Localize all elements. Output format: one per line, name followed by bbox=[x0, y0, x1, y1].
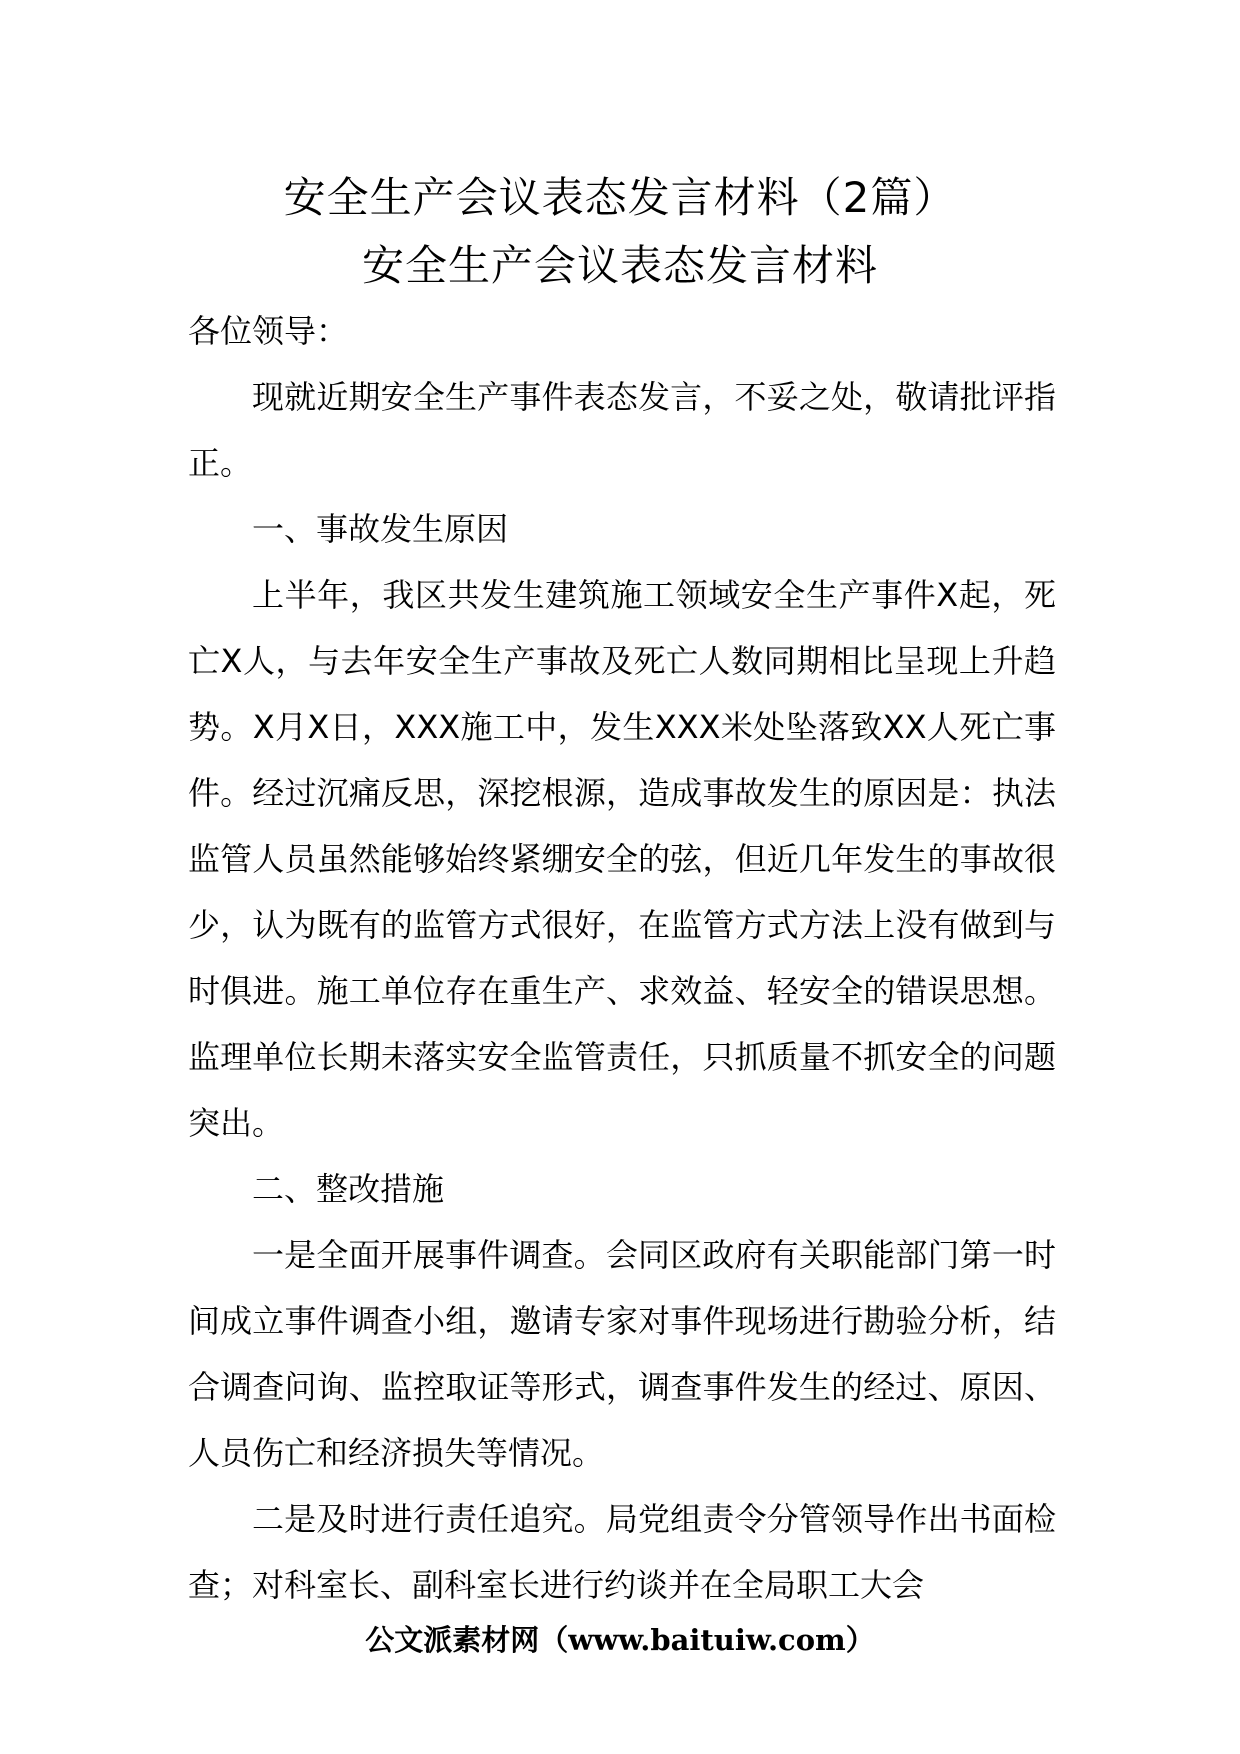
document-body bbox=[188, 298, 1056, 1618]
salutation: 各位领导： bbox=[188, 312, 349, 350]
paragraph-measure-investigation: 一是全面开展事件调查。会同区政府有关职能部门第一时间成立事件调查小组，邀请专家对事件现场进行勘验分析，结合调查问询、监控取证等形式，调查事件发生的经过、原因、人员伤亡和经济损失等情况。 bbox=[188, 1236, 1056, 1472]
section-heading-measures: 二、整改措施 bbox=[252, 1170, 445, 1208]
footer-watermark: 公文派素材网（www.baituiw.com） bbox=[365, 1623, 875, 1657]
section-heading-causes: 一、事故发生原因 bbox=[252, 510, 509, 548]
paragraph-measure-accountability: 二是及时进行责任追究。局党组责令分管领导作出书面检查；对科室长、副科室长进行约谈并在全局职工大会 bbox=[188, 1500, 1056, 1604]
document-subtitle: 安全生产会议表态发言材料 bbox=[361, 241, 878, 290]
paragraph-intro: 现就近期安全生产事件表态发言，不妥之处，敬请批评指正。 bbox=[188, 378, 1056, 482]
paragraph-causes: 上半年，我区共发生建筑施工领域安全生产事件X起，死亡X人，与去年安全生产事故及死亡人数同期相比呈现上升趋势。X月X日，XXX施工中，发生XXX米处坠落致XX人死亡事件。经过沉痛反思，深挖根源，造成事故发生的原因是：执法监管人员虽然能够始终紧绷安全的弦，但近几年发生的事故很少，认为既有的监管方式很好，在监管方式方法上没有做到与时俱进。施工单位存在重生产、求效益、轻安全的错误思想。监理单位长期未落实安全监管责任，只抓质量不抓安全的问题突出。 bbox=[188, 576, 1056, 1142]
document-title: 安全生产会议表态发言材料（2篇） bbox=[283, 173, 957, 222]
